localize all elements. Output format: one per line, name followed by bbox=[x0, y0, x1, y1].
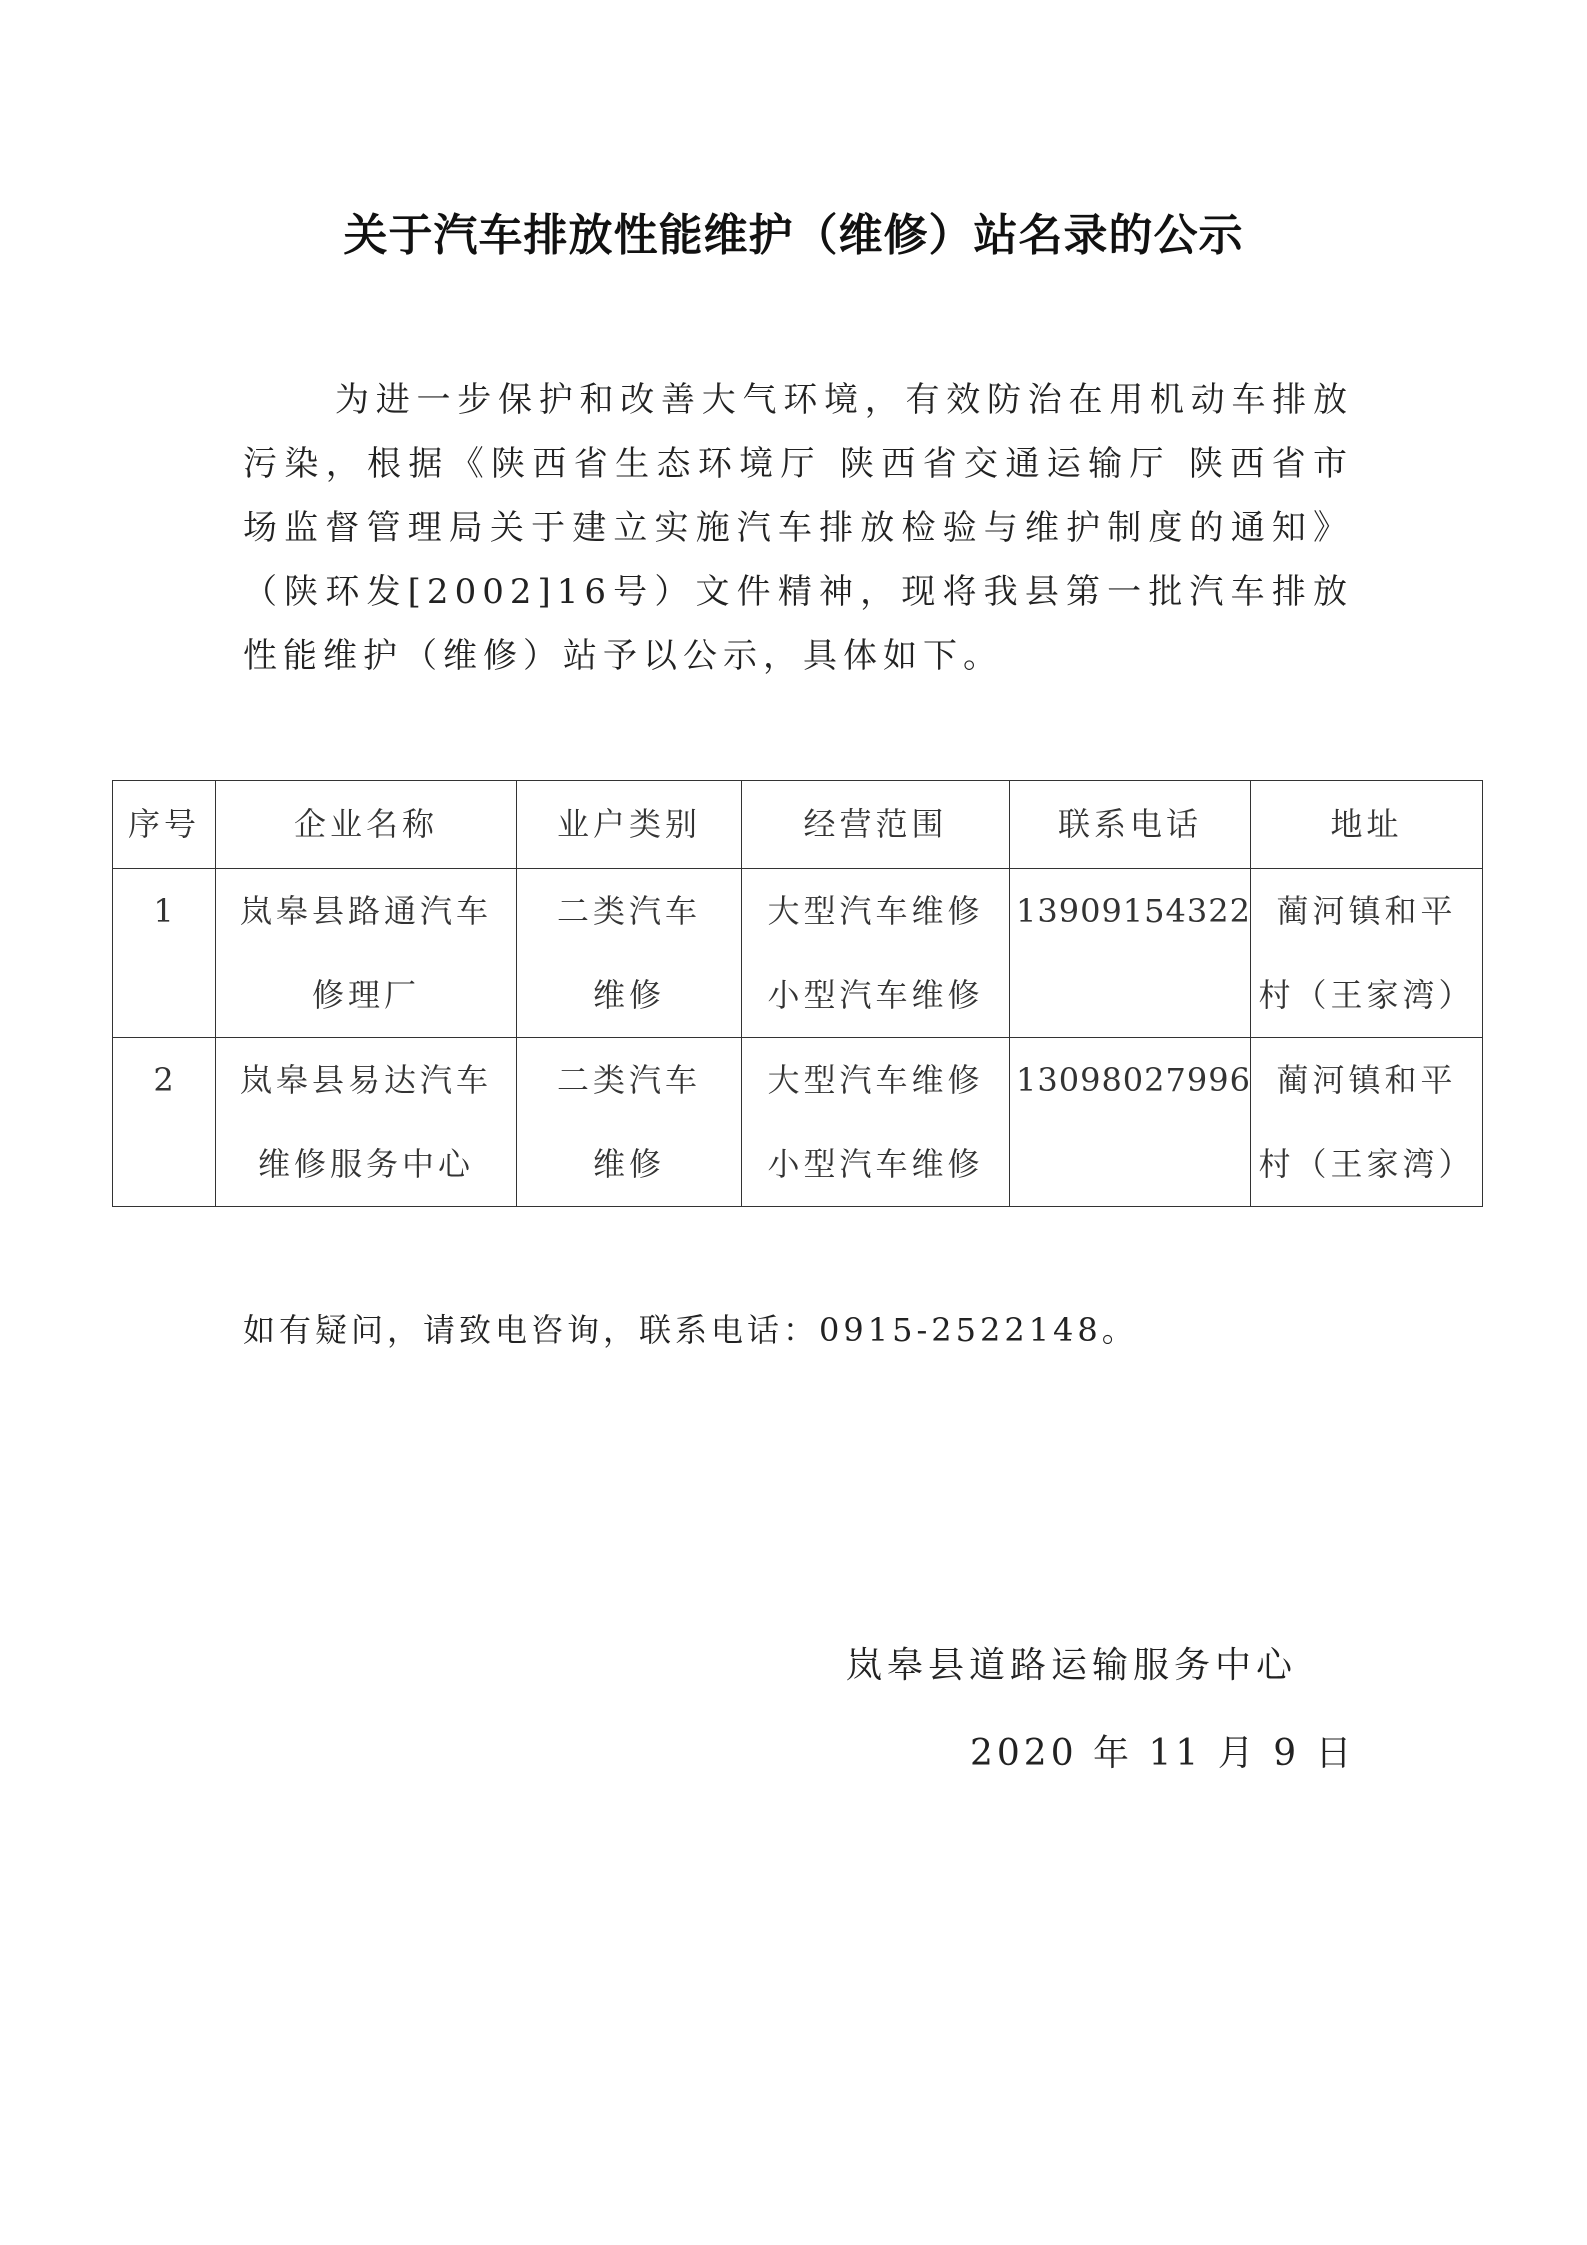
cell-business-category bbox=[517, 869, 742, 1038]
cell-company-name bbox=[216, 1038, 517, 1207]
table-header-row bbox=[113, 781, 1483, 869]
cell-line: 维修服务中心 bbox=[257, 1145, 474, 1183]
document-title: 关于汽车排放性能维护（维修）站名录的公示 bbox=[343, 210, 1244, 261]
issue-date: 2020 年 11 月 9 日 bbox=[970, 1733, 1356, 1774]
cell-address bbox=[1251, 869, 1483, 1038]
cell-contact-phone: 13098027996 bbox=[1010, 1038, 1251, 1207]
header-serial-number: 序号 bbox=[113, 781, 216, 869]
cell-line: 村（王家湾） bbox=[1258, 976, 1475, 1014]
cell-line: 蔺河镇和平 bbox=[1276, 892, 1457, 930]
cell-line: 大型汽车维修 bbox=[767, 892, 984, 930]
header-contact-phone: 联系电话 bbox=[1010, 781, 1251, 869]
cell-line: 维修 bbox=[592, 976, 665, 1014]
cell-line: 蔺河镇和平 bbox=[1276, 1061, 1457, 1099]
cell-line: 小型汽车维修 bbox=[767, 976, 984, 1014]
cell-line: 修理厂 bbox=[311, 976, 420, 1014]
cell-line: 岚皋县易达汽车 bbox=[239, 1061, 492, 1099]
cell-line: 维修 bbox=[592, 1145, 665, 1183]
cell-business-category bbox=[517, 1038, 742, 1207]
header-business-category: 业户类别 bbox=[517, 781, 742, 869]
maintenance-station-table bbox=[112, 780, 1483, 1207]
issuer-signature: 岚皋县道路运输服务中心 bbox=[846, 1645, 1298, 1686]
table-row bbox=[113, 869, 1483, 1038]
header-company-name: 企业名称 bbox=[216, 781, 517, 869]
cell-serial-number: 2 bbox=[113, 1038, 216, 1207]
table-row bbox=[113, 1038, 1483, 1207]
cell-address bbox=[1251, 1038, 1483, 1207]
cell-serial-number: 1 bbox=[113, 869, 216, 1038]
contact-note: 如有疑问，请致电咨询，联系电话：0915-2522148。 bbox=[243, 1311, 1138, 1349]
intro-paragraph: 为进一步保护和改善大气环境，有效防治在用机动车排放污染，根据《陕西省生态环境厅 陕西省交通运输厅 陕西省市场监督管理局关于建立实施汽车排放检验与维护制度的通知》（陕环发[2002]16号）文件精神，现将我县第一批汽车排放性能维护（维修）站予以公示，具体如下。 bbox=[243, 380, 1353, 676]
cell-business-scope bbox=[742, 869, 1010, 1038]
cell-line: 小型汽车维修 bbox=[767, 1145, 984, 1183]
cell-line: 大型汽车维修 bbox=[767, 1061, 984, 1099]
cell-line: 二类汽车 bbox=[556, 1061, 701, 1099]
cell-contact-phone: 13909154322 bbox=[1010, 869, 1251, 1038]
cell-line: 岚皋县路通汽车 bbox=[239, 892, 492, 930]
cell-line: 二类汽车 bbox=[556, 892, 701, 930]
header-business-scope: 经营范围 bbox=[742, 781, 1010, 869]
cell-business-scope bbox=[742, 1038, 1010, 1207]
cell-line: 村（王家湾） bbox=[1258, 1145, 1475, 1183]
cell-company-name bbox=[216, 869, 517, 1038]
header-address: 地址 bbox=[1251, 781, 1483, 869]
